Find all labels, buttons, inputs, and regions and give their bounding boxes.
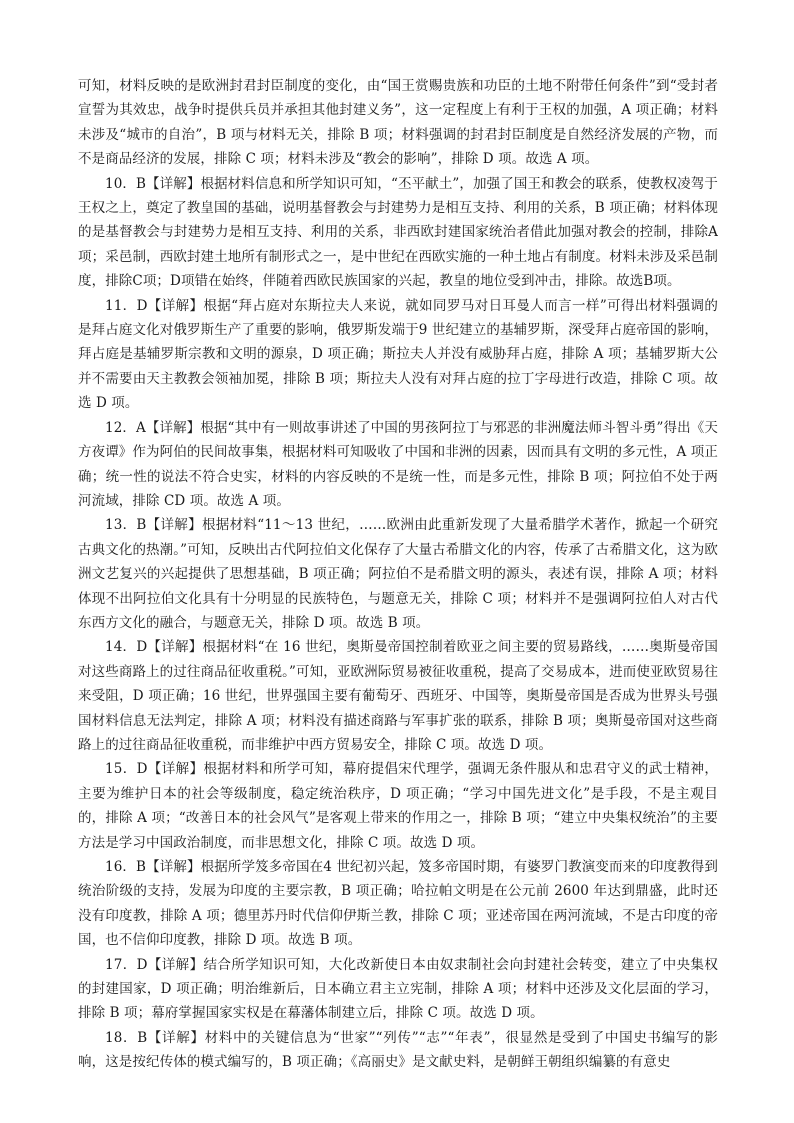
paragraph-answer-14: 14．D【详解】根据材料“在 16 世纪，奥斯曼帝国控制着欧亚之间主要的贸易路线，……奥斯曼帝国对这些商路上的过往商品征收重税。”可知，亚欧洲际贸易被征收重税，提高了交易成本，进而使亚欧贸易往来受阻，D 项正确；16 世纪，世界强国主要有葡萄牙、西班牙、中国等，奥斯曼帝国是否成为世界头号强国材料信息无法判定，排除 A 项；材料没有描述商路与军事扩张的联系，排除 B 项；奥斯曼帝国对这些商路上的过往商品征收重税，而非维护中西方贸易安全，排除 C 项。故选 D 项。 — [78, 639, 718, 753]
paragraph-answer-11: 11．D【详解】根据“拜占庭对东斯拉夫人来说，就如同罗马对日耳曼人而言一样”可得出材料强调的是拜占庭文化对俄罗斯生产了重要的影响，俄罗斯发端于9 世纪建立的基辅罗斯，深受拜占庭帝国的影响，拜占庭是基辅罗斯宗教和文明的源泉，D 项正确；斯拉夫人并没有威胁拜占庭，排除 A 项；基辅罗斯大公并不需要由天主教教会领袖加冕，排除 B 项；斯拉夫人没有对拜占庭的拉丁字母进行改造，排除 C 项。故选 D 项。 — [78, 297, 718, 412]
paragraph-answer-15: 15．D【详解】根据材料和所学可知，幕府提倡宋代理学，强调无条件服从和忠君守义的武士精神，主要为维护日本的社会等级制度，稳定统治秩序，D 项正确；“学习中国先进文化”是手段，不是主观目的，排除 A 项；“改善日本的社会风气”是客观上带来的作用之一，排除 B 项；“建立中央集权统治”的主要方法是学习中国政治制度，而非思想文化，排除 C 项。故选 D 项。 — [78, 761, 718, 851]
paragraph-answer-13: 13．B【详解】根据材料“11～13 世纪，……欧洲由此重新发现了大量希腊学术著作，掀起一个研究古典文化的热潮。”可知，反映出古代阿拉伯文化保存了大量古希腊文化的内容，传承了古希腊文化，这为欧洲文艺复兴的兴起提供了思想基础，B 项正确；阿拉伯不是希腊文明的源头，表述有误，排除 A 项；材料体现不出阿拉伯文化具有十分明显的民族特色，与题意无关，排除 C 项；材料并不是强调阿拉伯人对古代东西方文化的融合，与题意无关，排除 D 项。故选 B 项。 — [78, 517, 718, 631]
paragraph-answer-17: 17．D【详解】结合所学知识可知，大化改新使日本由奴隶制社会向封建社会转变，建立了中央集权的封建国家，D 项正确；明治维新后，日本确立君主立宪制，排除 A 项；材料中还涉及文化层面的学习，排除 B 项；幕府掌握国家实权是在幕藩体制建立后，排除 C 项。故选 D 项。 — [78, 956, 718, 1022]
paragraph-answer-10: 10．B【详解】根据材料信息和所学知识可知，“丕平献土”，加强了国王和教会的联系，使教权凌驾于王权之上，奠定了教皇国的基础，说明基督教会与封建势力是相互支持、利用的关系，B 项正确；材料体现的是基督教会与封建势力是相互支持、利用的关系，非西欧封建国家统治者借此加强对教会的控制，排除A项；采邑制，西欧封建土地所有制形式之一，是中世纪在西欧实施的一种土地占有制度。材料未涉及采邑制度，排除C项；D项错在始终，伴随着西欧民族国家的兴起，教皇的地位受到冲击，排除。故选B项。 — [78, 175, 719, 290]
paragraph-9-continuation: 可知，材料反映的是欧洲封君封臣制度的变化，由“国王赏赐贵族和功臣的土地不附带任何条件”到“受封者宣誓为其效忠，战争时提供兵员并承担其他封建义务”，这一定程度上有利于王权的加强，A 项正确；材料未涉及“城市的自治”，B 项与材料无关，排除 B 项；材料强调的封君封臣制度是自然经济发展的产物，而不是商品经济的发展，排除 C 项；材料未涉及“教会的影响”，排除 D 项。故选 A 项。 — [78, 78, 718, 168]
paragraph-answer-16: 16．B【详解】根据所学笈多帝国在4 世纪初兴起，笈多帝国时期，有婆罗门教演变而来的印度教得到统治阶级的支持，发展为印度的主要宗教，B 项正确；哈拉帕文明是在公元前 2600 年达到鼎盛，此时还没有印度教，排除 A 项；德里苏丹时代信仰伊斯兰教，排除 C 项；亚述帝国在两河流域，不是古印度的帝国，也不信仰印度教，排除 D 项。故选 B 项。 — [78, 859, 718, 949]
paragraph-answer-18: 18．B【详解】材料中的关键信息为“世家”“列传”“志”“年表”，很显然是受到了中国史书编写的影响，这是按纪传体的模式编写的，B 项正确；《高丽史》是文献史料，是朝鲜王朝组织编纂的有意史 — [78, 1029, 718, 1071]
answer-explanation-page — [78, 74, 718, 1075]
paragraph-answer-12: 12．A【详解】根据“其中有一则故事讲述了中国的男孩阿拉丁与邪恶的非洲魔法师斗智斗勇”得出《天方夜谭》作为阿伯的民间故事集，根据材料可知吸收了中国和非洲的因素，因而具有文明的多元性，A 项正确；统一性的说法不符合史实，材料的内容反映的不是统一性，而是多元性，排除 B 项；阿拉伯不处于两河流域，排除 CD 项。故选 A 项。 — [78, 419, 718, 509]
